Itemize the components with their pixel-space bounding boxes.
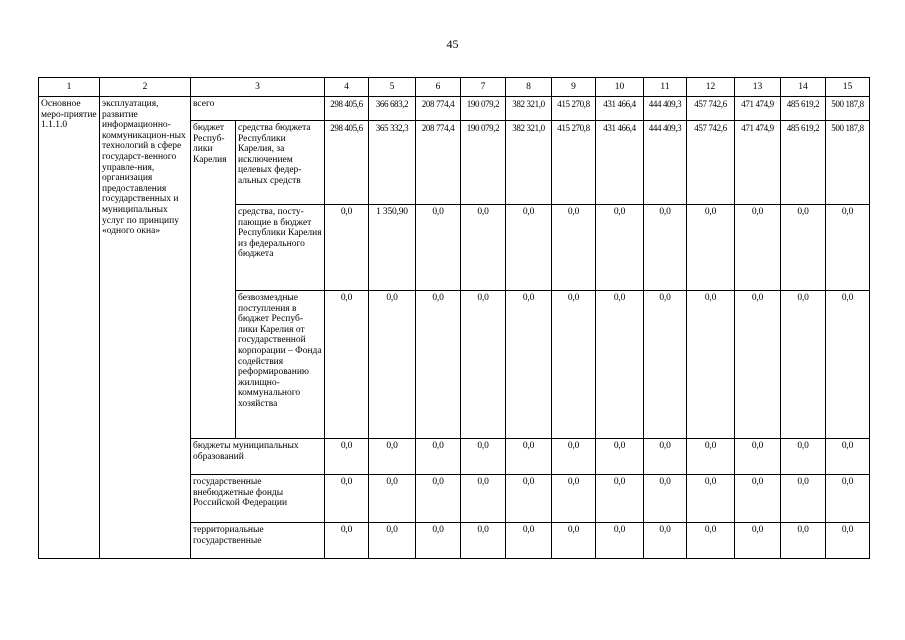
header-cell: 11 <box>644 78 687 97</box>
value-cell: 190 079,2 <box>461 97 506 121</box>
value-cell: 0,0 <box>644 523 687 559</box>
event-description: эксплуатация, развитие информационно-коммуникацион-ных технологий в сфере государст-венного управле-ния, организация предоставления государственных и муниципальных услуг по принципу «одного окна» <box>100 97 191 559</box>
value-cell: 500 187,8 <box>826 121 870 205</box>
value-cell: 0,0 <box>416 439 461 475</box>
row-label-territorial: территориальные государственные <box>191 523 325 559</box>
value-cell: 382 321,0 <box>506 121 552 205</box>
value-cell: 0,0 <box>552 523 596 559</box>
value-cell: 0,0 <box>644 291 687 439</box>
value-cell: 0,0 <box>506 475 552 523</box>
table-row-total <box>39 97 870 121</box>
value-cell: 366 683,2 <box>369 97 416 121</box>
value-cell: 298 405,6 <box>325 97 369 121</box>
value-cell: 0,0 <box>687 523 735 559</box>
header-row <box>39 78 870 97</box>
header-cell: 9 <box>552 78 596 97</box>
value-cell: 0,0 <box>325 439 369 475</box>
rk-budget-label: бюджет Респуб-лики Карелия <box>191 121 236 439</box>
value-cell: 0,0 <box>461 523 506 559</box>
value-cell: 0,0 <box>552 475 596 523</box>
value-cell: 0,0 <box>552 439 596 475</box>
row-label-total: всего <box>191 97 325 121</box>
page-number: 45 <box>446 37 459 51</box>
value-cell: 415 270,8 <box>552 97 596 121</box>
value-cell: 0,0 <box>735 439 781 475</box>
value-cell: 0,0 <box>687 291 735 439</box>
budget-table <box>38 77 870 559</box>
value-cell: 0,0 <box>416 205 461 291</box>
row-label-rk-own: средства бюджета Республики Карелия, за исключением целевых федер-альных средств <box>236 121 325 205</box>
value-cell: 0,0 <box>552 205 596 291</box>
header-cell: 3 <box>191 78 325 97</box>
value-cell: 0,0 <box>596 475 644 523</box>
header-cell: 14 <box>781 78 826 97</box>
value-cell: 457 742,6 <box>687 121 735 205</box>
value-cell: 0,0 <box>781 205 826 291</box>
value-cell: 471 474,9 <box>735 97 781 121</box>
value-cell: 0,0 <box>325 475 369 523</box>
value-cell: 500 187,8 <box>826 97 870 121</box>
value-cell: 457 742,6 <box>687 97 735 121</box>
value-cell: 0,0 <box>506 523 552 559</box>
value-cell: 444 409,3 <box>644 121 687 205</box>
value-cell: 382 321,0 <box>506 97 552 121</box>
value-cell: 1 350,90 <box>369 205 416 291</box>
row-label-rk-fund: безвозмездные поступления в бюджет Респуб-лики Карелия от государственной корпорации – Фонда содействия реформированию жилищно-коммунального хозяйства <box>236 291 325 439</box>
header-cell: 15 <box>826 78 870 97</box>
value-cell: 0,0 <box>687 439 735 475</box>
value-cell: 0,0 <box>826 439 870 475</box>
value-cell: 0,0 <box>461 439 506 475</box>
value-cell: 0,0 <box>735 523 781 559</box>
value-cell: 0,0 <box>552 291 596 439</box>
value-cell: 190 079,2 <box>461 121 506 205</box>
value-cell: 0,0 <box>735 205 781 291</box>
header-cell: 7 <box>461 78 506 97</box>
value-cell: 0,0 <box>506 439 552 475</box>
value-cell: 0,0 <box>826 291 870 439</box>
value-cell: 0,0 <box>369 523 416 559</box>
value-cell: 0,0 <box>596 523 644 559</box>
header-cell: 2 <box>100 78 191 97</box>
value-cell: 0,0 <box>506 291 552 439</box>
value-cell: 485 619,2 <box>781 121 826 205</box>
value-cell: 0,0 <box>596 291 644 439</box>
header-cell: 1 <box>39 78 100 97</box>
value-cell: 0,0 <box>596 439 644 475</box>
value-cell: 0,0 <box>461 291 506 439</box>
value-cell: 0,0 <box>826 205 870 291</box>
value-cell: 0,0 <box>781 439 826 475</box>
value-cell: 0,0 <box>506 205 552 291</box>
value-cell: 0,0 <box>826 523 870 559</box>
header-cell: 12 <box>687 78 735 97</box>
value-cell: 0,0 <box>461 475 506 523</box>
value-cell: 0,0 <box>644 475 687 523</box>
value-cell: 0,0 <box>325 291 369 439</box>
value-cell: 471 474,9 <box>735 121 781 205</box>
header-cell: 5 <box>369 78 416 97</box>
value-cell: 365 332,3 <box>369 121 416 205</box>
value-cell: 0,0 <box>781 523 826 559</box>
header-cell: 6 <box>416 78 461 97</box>
header-cell: 8 <box>506 78 552 97</box>
value-cell: 0,0 <box>644 439 687 475</box>
value-cell: 0,0 <box>781 291 826 439</box>
value-cell: 0,0 <box>735 475 781 523</box>
value-cell: 0,0 <box>369 439 416 475</box>
value-cell: 0,0 <box>687 475 735 523</box>
value-cell: 298 405,6 <box>325 121 369 205</box>
value-cell: 208 774,4 <box>416 121 461 205</box>
row-label-rk-federal: средства, посту-пающие в бюджет Республики Карелия из федерального бюджета <box>236 205 325 291</box>
value-cell: 0,0 <box>325 205 369 291</box>
value-cell: 444 409,3 <box>644 97 687 121</box>
value-cell: 0,0 <box>596 205 644 291</box>
value-cell: 0,0 <box>461 205 506 291</box>
header-cell: 10 <box>596 78 644 97</box>
value-cell: 0,0 <box>369 291 416 439</box>
value-cell: 0,0 <box>687 205 735 291</box>
row-label-municipal: бюджеты муниципальных образований <box>191 439 325 475</box>
value-cell: 485 619,2 <box>781 97 826 121</box>
value-cell: 0,0 <box>781 475 826 523</box>
value-cell: 415 270,8 <box>552 121 596 205</box>
value-cell: 431 466,4 <box>596 121 644 205</box>
value-cell: 0,0 <box>735 291 781 439</box>
value-cell: 0,0 <box>416 523 461 559</box>
value-cell: 208 774,4 <box>416 97 461 121</box>
value-cell: 431 466,4 <box>596 97 644 121</box>
value-cell: 0,0 <box>416 291 461 439</box>
header-cell: 4 <box>325 78 369 97</box>
header-cell: 13 <box>735 78 781 97</box>
value-cell: 0,0 <box>369 475 416 523</box>
value-cell: 0,0 <box>826 475 870 523</box>
value-cell: 0,0 <box>644 205 687 291</box>
value-cell: 0,0 <box>325 523 369 559</box>
event-code: Основное меро-приятие 1.1.1.0 <box>39 97 100 559</box>
value-cell: 0,0 <box>416 475 461 523</box>
row-label-state-funds: государственные внебюджетные фонды Российской Федерации <box>191 475 325 523</box>
